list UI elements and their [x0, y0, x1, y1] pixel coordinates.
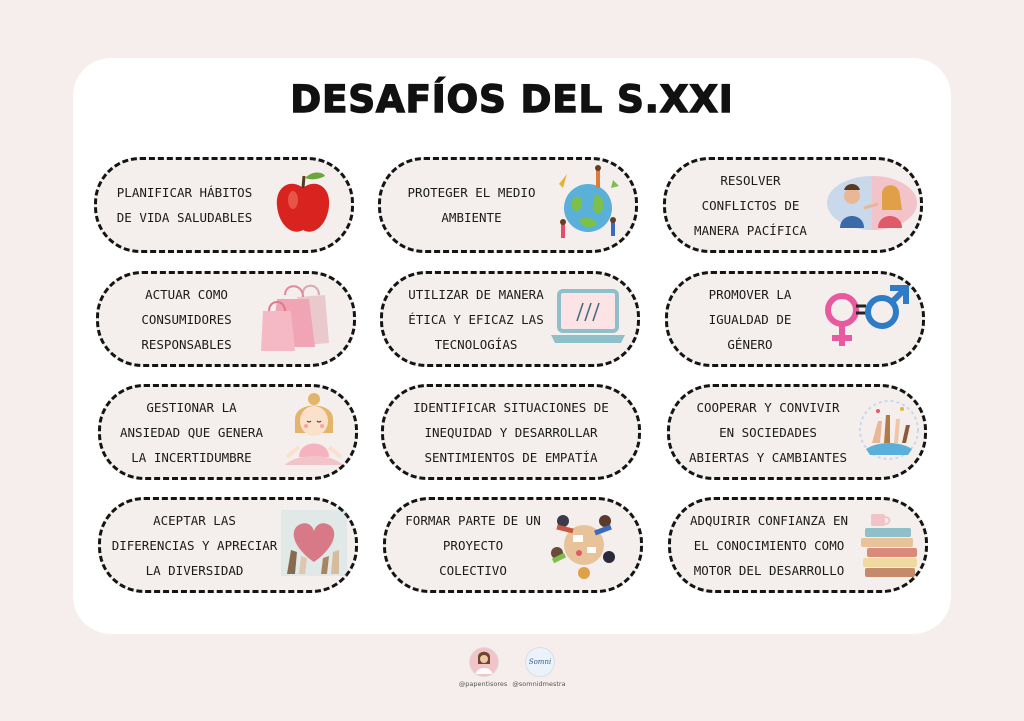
- challenge-card: [94, 157, 354, 253]
- raised-hands-icon: [858, 399, 920, 465]
- challenge-card: [98, 384, 358, 480]
- challenge-text: RESOLVER CONFLICTOS DE MANERA PACÍFICA: [694, 172, 807, 238]
- somni-logo-text: Somni: [528, 658, 552, 666]
- conflict-couple-icon: [826, 174, 918, 236]
- heart-hands-icon: [281, 510, 347, 580]
- challenge-text: UTILIZAR DE MANERA ÉTICA Y EFICAZ LAS TECNOLOGÍAS: [408, 286, 544, 352]
- challenge-card: [381, 384, 641, 480]
- challenge-card: [98, 497, 358, 593]
- page-title: DESAFÍOS DEL S.XXI: [290, 78, 734, 121]
- earth-people-icon: [551, 164, 625, 246]
- challenge-text: ACTUAR COMO CONSUMIDORES RESPONSABLES: [141, 286, 232, 352]
- author-handle: @papentisores: [458, 680, 508, 688]
- challenge-text: COOPERAR Y CONVIVIR EN SOCIEDADES ABIERTAS Y CAMBIANTES: [688, 399, 848, 465]
- somni-logo: [525, 647, 555, 677]
- shopping-bags-icon: [259, 281, 337, 357]
- author-avatar: [469, 647, 499, 677]
- challenge-card: [378, 157, 638, 253]
- challenge-card: [96, 271, 356, 367]
- meditating-girl-icon: [281, 391, 347, 473]
- challenge-text: ADQUIRIR CONFIANZA EN EL CONOCIMIENTO COMO MOTOR DEL DESARROLLO: [689, 512, 849, 578]
- apple-icon: [273, 168, 333, 242]
- books-cup-icon: [859, 506, 921, 584]
- challenge-card: [665, 271, 925, 367]
- team-table-icon: [549, 507, 619, 583]
- challenge-text: PLANIFICAR HÁBITOS DE VIDA SALUDABLES: [116, 185, 253, 225]
- challenge-text: ACEPTAR LAS DIFERENCIAS Y APRECIAR LA DIVERSIDAD: [111, 512, 278, 578]
- challenge-card: [663, 157, 923, 253]
- gender-equality-icon: [820, 284, 910, 354]
- laptop-icon: [549, 287, 627, 351]
- challenge-text: PROTEGER EL MEDIO AMBIENTE: [407, 185, 536, 225]
- challenge-card: [668, 497, 928, 593]
- challenge-card: [383, 497, 643, 593]
- challenge-text: IDENTIFICAR SITUACIONES DE INEQUIDAD Y DESARROLLAR SENTIMIENTOS DE EMPATÍA: [413, 399, 609, 465]
- author-handle: @somnidmestra: [512, 680, 566, 688]
- challenge-card: [667, 384, 927, 480]
- challenge-text: GESTIONAR LA ANSIEDAD QUE GENERA LA INCERTIDUMBRE: [120, 399, 263, 465]
- challenge-text: FORMAR PARTE DE UN PROYECTO COLECTIVO: [405, 512, 541, 578]
- challenge-card: [380, 271, 640, 367]
- challenge-text: PROMOVER LA IGUALDAD DE GÉNERO: [708, 286, 792, 352]
